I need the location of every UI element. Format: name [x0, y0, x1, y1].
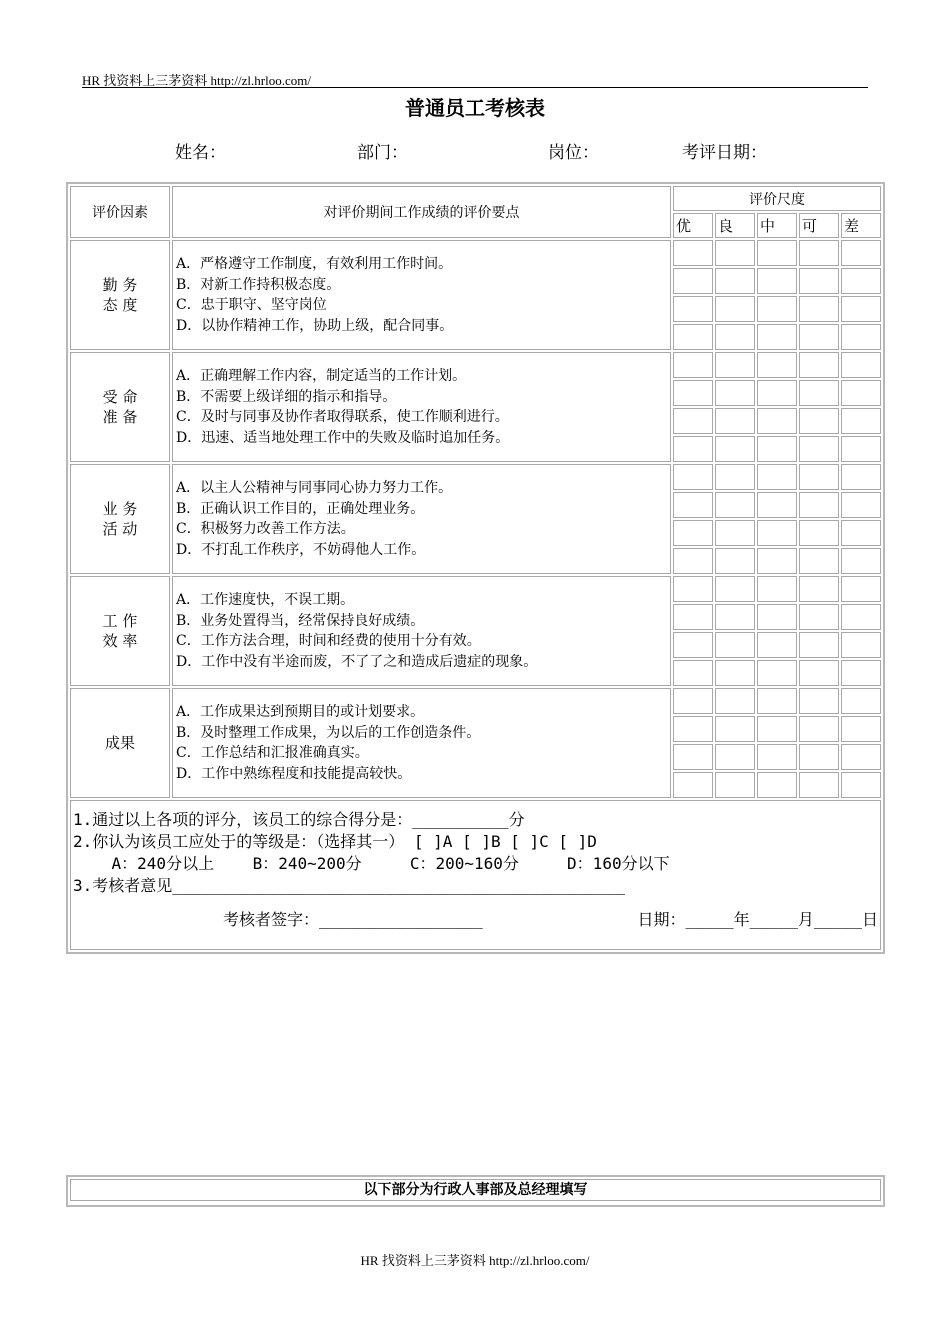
rating-cell[interactable]	[673, 604, 713, 630]
rating-cell[interactable]	[799, 632, 839, 658]
rating-cell[interactable]	[673, 772, 713, 798]
evaluation-point: B．对新工作持积极态度。	[176, 276, 341, 293]
rating-cell[interactable]	[757, 352, 797, 378]
rating-cell[interactable]	[673, 296, 713, 322]
rating-cell[interactable]	[715, 688, 755, 714]
rating-cell[interactable]	[715, 632, 755, 658]
rating-cell[interactable]	[757, 744, 797, 770]
name-label: 姓名：	[175, 143, 226, 163]
rating-cell[interactable]	[799, 240, 839, 266]
evaluation-point: A．正确理解工作内容，制定适当的工作计划。	[176, 368, 467, 384]
rating-cell[interactable]	[841, 324, 881, 350]
rating-cell[interactable]	[799, 324, 839, 350]
total-score-line[interactable]: 1.通过以上各项的评分，该员工的综合得分是：__________分	[73, 810, 525, 829]
rating-cell[interactable]	[715, 436, 755, 462]
rating-cell[interactable]	[673, 576, 713, 602]
factor-cell	[70, 352, 170, 462]
rating-cell[interactable]	[757, 268, 797, 294]
rating-cell[interactable]	[757, 520, 797, 546]
rating-cell[interactable]	[673, 744, 713, 770]
rating-cell[interactable]	[757, 296, 797, 322]
rating-cell[interactable]	[715, 576, 755, 602]
rating-cell[interactable]	[757, 632, 797, 658]
factor-label: 工 作	[102, 612, 138, 630]
rating-cell[interactable]	[799, 408, 839, 434]
rating-cell[interactable]	[715, 604, 755, 630]
rating-cell[interactable]	[673, 352, 713, 378]
rating-cell[interactable]	[673, 324, 713, 350]
rating-cell[interactable]	[841, 660, 881, 686]
scale-header-0: 优	[673, 213, 713, 238]
factor-label: 效 率	[102, 632, 138, 650]
evaluation-point: A．工作成果达到预期目的或计划要求。	[176, 704, 425, 720]
rating-cell[interactable]	[757, 492, 797, 518]
rating-cell[interactable]	[715, 464, 755, 490]
reviewer-opinion-line[interactable]: 3.考核者意见_______________________________________________	[73, 876, 626, 895]
points-cell	[172, 576, 671, 686]
rating-cell[interactable]	[715, 492, 755, 518]
table-row	[70, 240, 881, 266]
rating-cell[interactable]	[799, 548, 839, 574]
evaluation-point: C．工作总结和汇报准确真实。	[176, 745, 369, 761]
rating-cell[interactable]	[799, 296, 839, 322]
rating-cell[interactable]	[799, 268, 839, 294]
reviewer-signature-line[interactable]: 考核者签字：_________________	[223, 910, 483, 929]
evaluation-point: D．不打乱工作秩序，不妨碍他人工作。	[176, 541, 426, 558]
rating-cell[interactable]	[841, 436, 881, 462]
evaluation-point: A．以主人公精神与同事同心协力努力工作。	[176, 480, 453, 496]
rating-cell[interactable]	[757, 240, 797, 266]
rating-cell[interactable]	[841, 240, 881, 266]
rating-cell[interactable]	[841, 380, 881, 406]
rating-cell[interactable]	[715, 772, 755, 798]
rating-cell[interactable]	[673, 716, 713, 742]
rating-cell[interactable]	[757, 576, 797, 602]
table-row	[70, 688, 881, 714]
factor-label: 活 动	[102, 520, 138, 538]
page-header: HR 找资料上三茅资料 http://zl.hrloo.com/	[82, 73, 311, 88]
rating-cell[interactable]	[757, 464, 797, 490]
rating-cell[interactable]	[673, 240, 713, 266]
scale-header-1: 良	[715, 213, 755, 238]
admin-section-label: 以下部分为行政人事部及总经理填写	[70, 1179, 881, 1201]
rating-cell[interactable]	[841, 576, 881, 602]
evaluation-point: C．及时与同事及协作者取得联系，使工作顺利进行。	[176, 409, 509, 425]
evaluation-point: C．积极努力改善工作方法。	[176, 521, 355, 537]
rating-cell[interactable]	[799, 772, 839, 798]
scale-header-3: 可	[799, 213, 839, 238]
rating-cell[interactable]	[673, 660, 713, 686]
col-points-header: 对评价期间工作成绩的评价要点	[172, 186, 671, 238]
factor-label: 受 命	[102, 388, 138, 406]
rating-cell[interactable]	[673, 464, 713, 490]
rating-cell[interactable]	[673, 632, 713, 658]
factor-label: 勤 务	[102, 276, 138, 294]
rating-cell[interactable]	[841, 772, 881, 798]
header-divider	[82, 87, 868, 88]
factor-cell	[70, 240, 170, 350]
rating-cell[interactable]	[715, 352, 755, 378]
factor-cell	[70, 688, 170, 798]
rating-cell[interactable]	[757, 688, 797, 714]
post-label: 岗位：	[548, 143, 599, 163]
evaluation-point: D．迅速、适当地处理工作中的失败及临时追加任务。	[176, 429, 510, 446]
points-cell	[172, 688, 671, 798]
rating-cell[interactable]	[841, 744, 881, 770]
rating-cell[interactable]	[673, 380, 713, 406]
rating-cell[interactable]	[799, 604, 839, 630]
rating-cell[interactable]	[715, 296, 755, 322]
rating-cell[interactable]	[715, 324, 755, 350]
admin-section-box	[66, 1175, 885, 1207]
evaluation-point: D．以协作精神工作，协助上级，配合同事。	[176, 317, 454, 334]
rating-cell[interactable]	[757, 324, 797, 350]
rating-cell[interactable]	[673, 492, 713, 518]
rating-cell[interactable]	[841, 716, 881, 742]
date-label: 考评日期：	[682, 143, 767, 163]
sign-date-line[interactable]: 日期：_____年_____月_____日	[637, 910, 878, 929]
factor-label: 态 度	[102, 296, 138, 314]
rating-cell[interactable]	[799, 520, 839, 546]
evaluation-point: B．正确认识工作目的，正确处理业务。	[176, 500, 425, 517]
rating-cell[interactable]	[673, 548, 713, 574]
rating-cell[interactable]	[715, 408, 755, 434]
grade-choice-line[interactable]: 2.你认为该员工应处于的等级是：（选择其一） [ ]A [ ]B [ ]C [ ]D	[73, 832, 597, 851]
evaluation-point: D．工作中熟练程度和技能提高较快。	[176, 765, 412, 782]
rating-cell[interactable]	[799, 660, 839, 686]
rating-cell[interactable]	[799, 380, 839, 406]
scale-header-2: 中	[757, 213, 797, 238]
rating-cell[interactable]	[715, 268, 755, 294]
evaluation-point: A．严格遵守工作制度，有效利用工作时间。	[176, 256, 453, 272]
rating-cell[interactable]	[799, 688, 839, 714]
evaluation-point: B．不需要上级详细的指示和指导。	[176, 388, 397, 405]
rating-cell[interactable]	[757, 548, 797, 574]
rating-cell[interactable]	[715, 744, 755, 770]
rating-cell[interactable]	[841, 632, 881, 658]
rating-cell[interactable]	[799, 492, 839, 518]
rating-cell[interactable]	[841, 520, 881, 546]
rating-cell[interactable]	[757, 772, 797, 798]
rating-cell[interactable]	[715, 548, 755, 574]
rating-cell[interactable]	[673, 436, 713, 462]
scale-header-4: 差	[841, 213, 881, 238]
rating-cell[interactable]	[673, 408, 713, 434]
rating-cell[interactable]	[673, 268, 713, 294]
points-cell	[172, 352, 671, 462]
factor-label: 准 备	[102, 408, 138, 426]
evaluation-point: B．业务处置得当，经常保持良好成绩。	[176, 612, 425, 629]
evaluation-point: C．工作方法合理，时间和经费的使用十分有效。	[176, 633, 481, 649]
rating-cell[interactable]	[757, 660, 797, 686]
dept-label: 部门：	[357, 143, 408, 163]
rating-cell[interactable]	[799, 436, 839, 462]
summary-cell	[70, 800, 881, 950]
rating-cell[interactable]	[715, 660, 755, 686]
rating-cell[interactable]	[715, 240, 755, 266]
evaluation-point: D．工作中没有半途而废，不了了之和造成后遗症的现象。	[176, 653, 538, 670]
table-row	[70, 576, 881, 602]
col-factor-header: 评价因素	[70, 186, 170, 238]
assessment-table	[66, 182, 885, 954]
rating-cell[interactable]	[841, 464, 881, 490]
page-footer: HR 找资料上三茅资料 http://zl.hrloo.com/	[360, 1253, 590, 1268]
evaluation-point: A．工作速度快，不误工期。	[176, 592, 355, 608]
evaluation-point: C．忠于职守、坚守岗位	[176, 297, 327, 313]
rating-cell[interactable]	[757, 716, 797, 742]
table-row	[70, 352, 881, 378]
rating-cell[interactable]	[715, 716, 755, 742]
rating-cell[interactable]	[715, 520, 755, 546]
rating-cell[interactable]	[841, 352, 881, 378]
rating-cell[interactable]	[841, 604, 881, 630]
table-row	[70, 464, 881, 490]
col-scale-header: 评价尺度	[673, 186, 881, 211]
rating-cell[interactable]	[799, 576, 839, 602]
factor-cell	[70, 576, 170, 686]
evaluation-point: B．及时整理工作成果，为以后的工作创造条件。	[176, 724, 481, 741]
page-title: 普通员工考核表	[405, 96, 545, 120]
rating-cell[interactable]	[841, 268, 881, 294]
rating-cell[interactable]	[841, 408, 881, 434]
rating-cell[interactable]	[799, 744, 839, 770]
rating-cell[interactable]	[841, 296, 881, 322]
rating-cell[interactable]	[799, 716, 839, 742]
rating-cell[interactable]	[841, 548, 881, 574]
rating-cell[interactable]	[799, 352, 839, 378]
rating-cell[interactable]	[715, 380, 755, 406]
rating-cell[interactable]	[673, 688, 713, 714]
rating-cell[interactable]	[799, 464, 839, 490]
factor-label: 业 务	[102, 500, 138, 518]
rating-cell[interactable]	[757, 604, 797, 630]
grade-definitions: A：240分以上 B：240~200分 C：200~160分 D：160分以下	[73, 854, 670, 873]
rating-cell[interactable]	[757, 380, 797, 406]
rating-cell[interactable]	[841, 688, 881, 714]
factor-cell	[70, 464, 170, 574]
rating-cell[interactable]	[757, 408, 797, 434]
rating-cell[interactable]	[841, 492, 881, 518]
factor-label: 成果	[104, 734, 135, 752]
points-cell	[172, 464, 671, 574]
points-cell	[172, 240, 671, 350]
rating-cell[interactable]	[757, 436, 797, 462]
rating-cell[interactable]	[673, 520, 713, 546]
